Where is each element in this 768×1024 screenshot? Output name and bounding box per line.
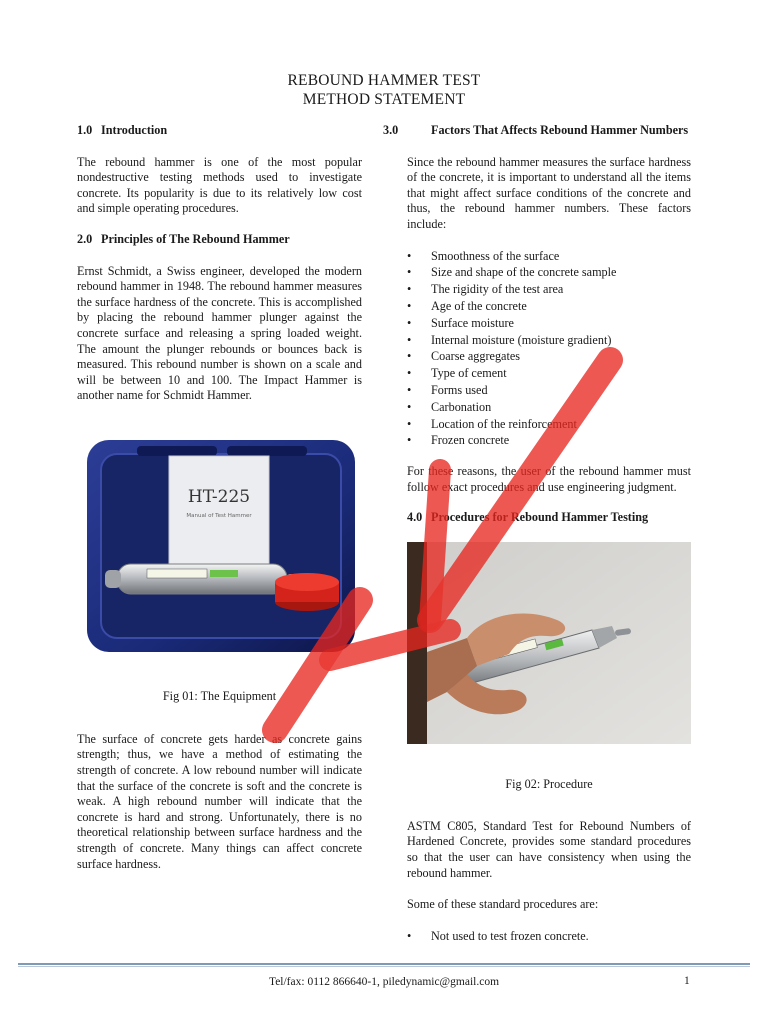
list-item: • Internal moisture (moisture gradient): [407, 332, 612, 347]
list-item: • Location of the reinforcement: [407, 416, 577, 431]
title-line-1: REBOUND HAMMER TEST: [287, 72, 481, 89]
procedure-illustration: [407, 542, 691, 744]
list-item: • Surface moisture: [407, 315, 514, 330]
footer-contact: Tel/fax: 0112 866640-1, piledynamic@gmail.com: [268, 976, 500, 988]
list-item: • Not used to test frozen concrete.: [407, 928, 589, 943]
manual-title: HT-225: [187, 486, 251, 507]
case-hinge-2: [227, 446, 307, 456]
equipment-illustration: [77, 424, 362, 663]
rebound-hammer: [105, 564, 301, 594]
procedures-list: [407, 928, 691, 945]
procedure-photo: [407, 542, 691, 744]
right-column: [383, 123, 691, 945]
list-item: • Carbonation: [407, 399, 492, 414]
manual-subtitle: Manual of Test Hammer: [186, 512, 252, 519]
title-line-2: METHOD STATEMENT: [302, 91, 466, 108]
equipment-photo: [77, 424, 362, 663]
astm-paragraph: ASTM C805, Standard Test for Rebound Numbers of Hardened Concrete, provides some standard procedures so that the user can have consistency when using the rebound hammer.: [407, 818, 691, 880]
section-4-heading: 4.0 Procedures for Rebound Hammer Testing: [407, 510, 649, 525]
section-3-body: Since the rebound hammer measures the surface hardness of the concrete, it is important to understand all the items that might affect surface conditions of the concrete and thus, the rebound hammer numbers. These factors include:: [407, 154, 691, 231]
list-item: • Coarse aggregates: [407, 349, 520, 364]
footer-rule: [18, 963, 750, 965]
list-item: • Forms used: [407, 382, 488, 397]
page-number: 1: [684, 975, 690, 987]
list-item: • Type of cement: [407, 366, 507, 381]
fig1-caption: Fig 01: The Equipment: [162, 689, 277, 704]
fig2-caption: Fig 02: Procedure: [505, 777, 593, 792]
anvil-top: [275, 573, 339, 591]
list-item: • Age of the concrete: [407, 298, 527, 313]
section-1-body: The rebound hammer is one of the most popular nondestructive testing methods used to investigate concrete. Its popularity is due to its relatively low cost and simple operating procedures.: [77, 154, 362, 216]
list-item: • Smoothness of the surface: [407, 248, 560, 263]
factors-list: [407, 248, 691, 450]
surface-hardness-paragraph: The surface of concrete gets harder as concrete gains strength; thus, we have a method of estimating the strength of concrete. A low rebound number will indicate that the surface of the concrete is soft and the concrete is weak. A high rebound number will indicate that the concrete is hard and strong. Unfortunately, there is no theoretical relationship between surface hardness and the strength of concrete. Many things can affect concrete surface hardness.: [77, 731, 362, 871]
section-2-heading: 2.0 Principles of The Rebound Hammer: [77, 231, 290, 246]
section-1-heading: 1.0 Introduction: [77, 123, 168, 137]
footer-rule-thin: [18, 966, 750, 967]
photo-shadow-edge: [407, 542, 427, 744]
list-item: • The rigidity of the test area: [407, 282, 564, 297]
document-title: [0, 71, 768, 109]
list-item: • Frozen concrete: [407, 433, 510, 448]
left-column: [77, 123, 362, 872]
section-3-heading: 3.0 Factors That Affects Rebound Hammer Numbers: [383, 123, 689, 137]
procedures-intro: Some of these standard procedures are:: [407, 897, 599, 912]
list-item: • Size and shape of the concrete sample: [407, 265, 617, 280]
section-3-closing: For these reasons, the user of the rebound hammer must follow exact procedures and use engineering judgment.: [407, 464, 691, 494]
section-2-body: Ernst Schmidt, a Swiss engineer, developed the modern rebound hammer in 1948. The rebound hammer measures the surface hardness of the concrete. This is accomplished by placing the rebound hammer plunger against the concrete surface and releasing a spring loaded weight. The amount the plunger rebounds or bounces back is measured. This rebound number is shown on a scale and will be between 10 and 100. The Impact Hammer is another name for Schmidt Hammer.: [77, 263, 362, 403]
case-hinge: [137, 446, 217, 456]
